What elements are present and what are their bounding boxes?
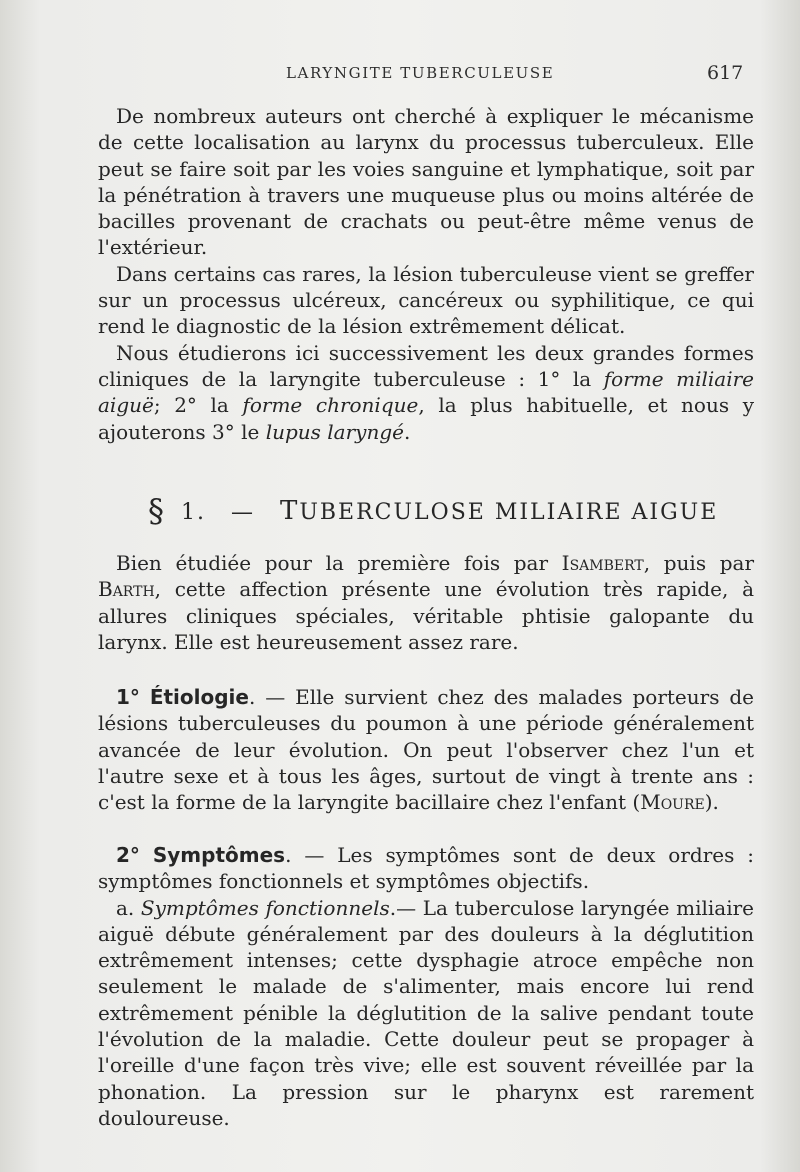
intro-paragraph-3: Nous étudierons ici successivement les deux grandes formes cliniques de la laryngite tuberculeuse : 1° la forme miliaire aiguë; 2° la forme chronique, la plus habituelle, et nous y ajouterons 3° le lupus laryngé.	[98, 340, 754, 444]
section-body	[98, 550, 754, 655]
intro-paragraph-1: De nombreux auteurs ont cherché à expliquer le mécanisme de cette localisation au larynx du processus tuberculeux. Elle peut se faire soit par les voies sanguine et lymphatique, soit par la pénétration à travers une muqueuse plus ou moins altérée de bacilles provenant de crachats ou peut-être même venus de l'extérieur.	[98, 104, 754, 260]
section-dash: —	[231, 500, 255, 525]
page-number: 617	[707, 62, 744, 84]
section-title-rest: UBERCULOSE MILIAIRE AIGUE	[299, 500, 719, 525]
section-paragraph-1: Bien étudiée pour la première fois par Isambert, puis par Barth, cette affection présente une évolution très rapide, à allures cliniques spéciales, véritable phtisie galopante du larynx. Elle est heureusement assez rare.	[98, 551, 755, 654]
symptomes-block	[98, 842, 754, 1131]
symptomes-paragraph: 2° Symptômes. — Les symptômes sont de deux ordres : symptômes fonctionnels et symptômes objectifs.	[98, 843, 754, 894]
term-lupus-larynge: lupus laryngé	[265, 419, 404, 444]
section-heading	[148, 492, 748, 530]
intro-text	[98, 103, 754, 445]
author-moure: Moure	[640, 790, 705, 815]
symptomes-heading: Symptômes	[152, 843, 286, 867]
intro-paragraph-2: Dans certains cas rares, la lésion tuberculeuse vient se greffer sur un processus ulcéreux, cancéreux ou syphilitique, ce qui rend le diagnostic de la lésion extrêmement délicat.	[98, 261, 754, 339]
page-header	[0, 62, 800, 88]
section-symbol: §	[148, 492, 166, 530]
etiologie-number: 1°	[116, 685, 140, 709]
author-barth: Barth	[98, 577, 155, 602]
etiologie-heading: Étiologie	[149, 685, 249, 709]
symptomes-number: 2°	[116, 843, 140, 867]
section-title-initial: T	[280, 496, 300, 526]
etiologie-block	[98, 684, 754, 815]
term-forme-miliaire: forme miliaire aiguë	[98, 366, 754, 418]
section-number: 1.	[181, 500, 206, 525]
term-forme-chronique: forme chronique	[242, 393, 419, 418]
running-head: LARYNGITE TUBERCULEUSE	[286, 64, 555, 82]
symptomes-fonctionnels-term: Symptômes fonctionnels	[140, 895, 390, 920]
author-isambert: Isambert	[561, 551, 644, 575]
etiologie-paragraph: 1° Étiologie. — Elle survient chez des malades porteurs de lésions tuberculeuses du poumon à une période généralement avancée de leur évolution. On peut l'observer chez l'un et l'autre sexe et à tous les âges, surtout de vingt à trente ans : c'est la forme de la laryngite bacillaire chez l'enfant (Moure).	[98, 685, 754, 815]
symptomes-fonctionnels-paragraph: a. Symptômes fonctionnels.— La tuberculose laryngée miliaire aiguë débute généralement par des douleurs à la déglutition extrêmement intenses; cette dysphagie atroce empêche non seulement le malade de s'alimenter, mais encore lui rend extrêmement pénible la déglutition de la salive pendant toute l'évolution de la maladie. Cette douleur peut se propager à l'oreille d'une façon très vive; elle est souvent réveillée par la phonation. La pression sur le pharynx est rarement douloureuse.	[98, 895, 754, 1130]
